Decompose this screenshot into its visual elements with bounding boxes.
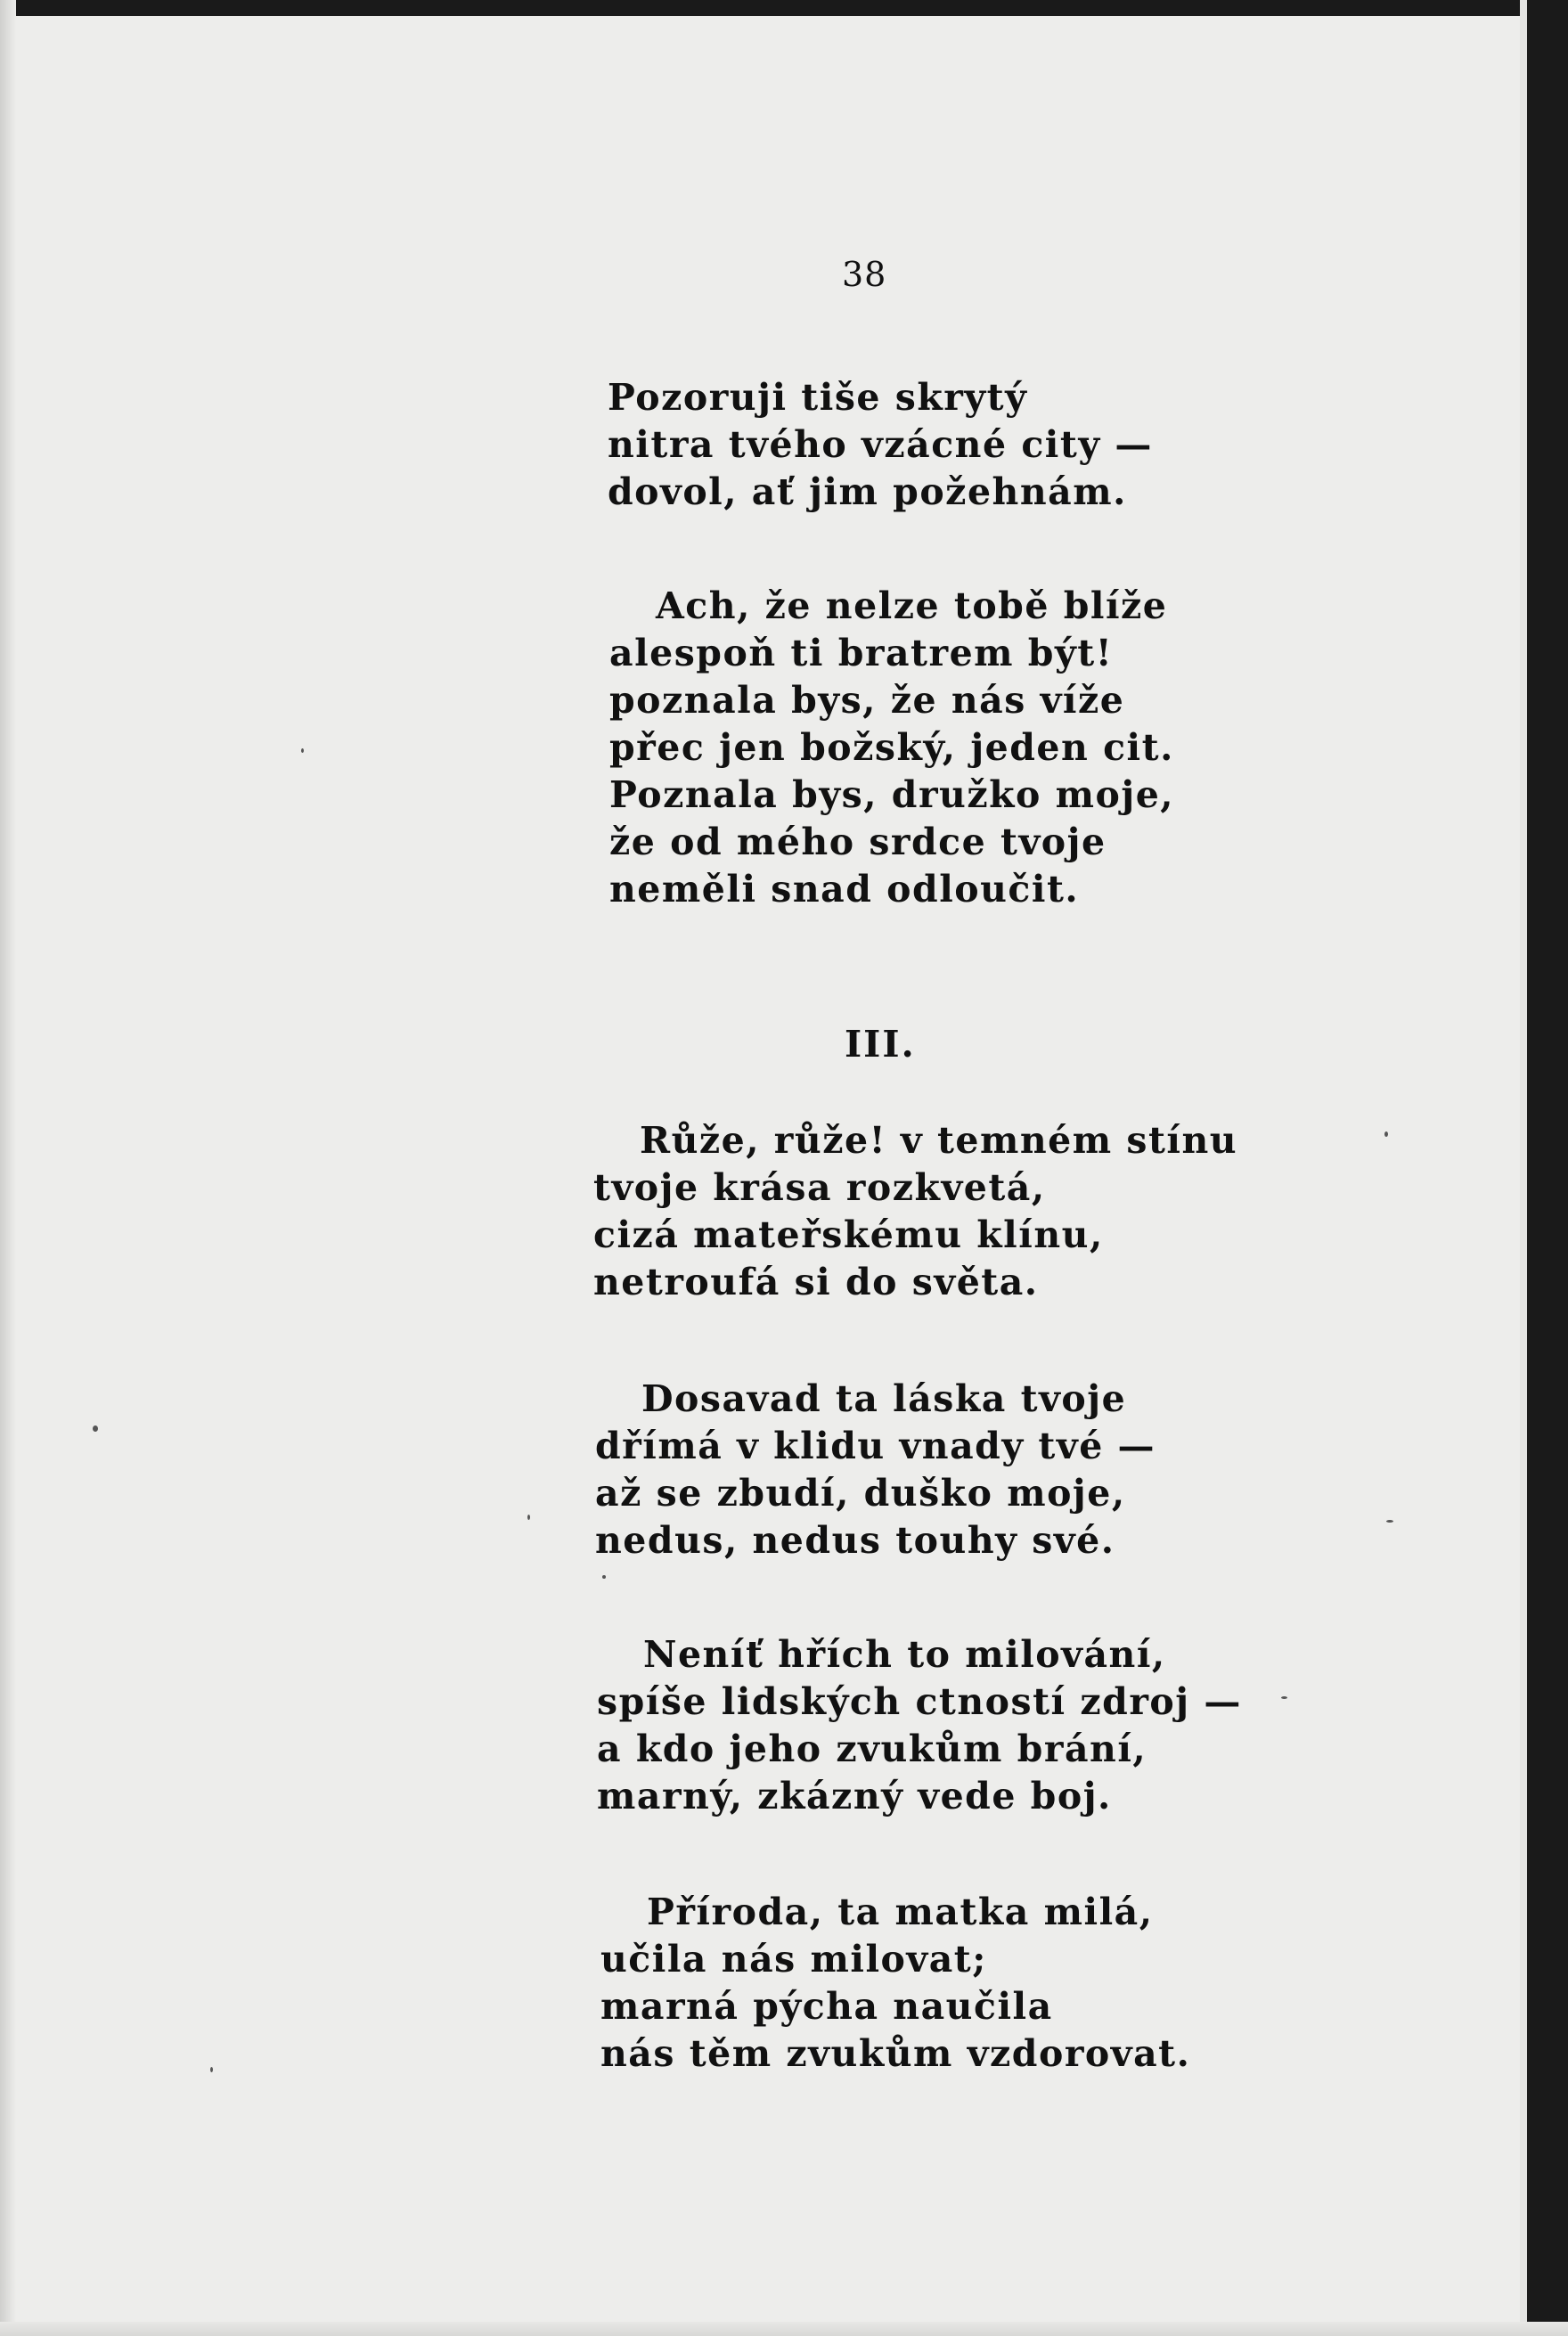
verse-line: Neníť hřích to milování, <box>643 1633 1166 1676</box>
verse-line: a kdo jeho zvukům brání, <box>597 1727 1147 1770</box>
stanza-2 <box>609 583 1174 913</box>
verse-line: Dosavad ta láska tvoje <box>641 1377 1127 1420</box>
verse-line: až se zbudí, duško moje, <box>595 1472 1126 1515</box>
scan-border-top <box>0 0 1568 16</box>
verse-line: spíše lidských ctností zdroj — <box>597 1680 1242 1723</box>
verse-line: poznala bys, že nás víže <box>609 679 1125 722</box>
stanza-5 <box>597 1631 1242 1820</box>
verse-line: tvoje krása rozkvetá, <box>593 1166 1046 1209</box>
paper-speck <box>210 2067 213 2072</box>
paper-speck <box>1384 1131 1388 1137</box>
verse-line: dovol, ať jim požehnám. <box>608 470 1127 513</box>
verse-line: Pozoruji tiše skrytý <box>608 376 1028 419</box>
scan-border-left <box>0 0 16 2336</box>
verse-line: marná pýcha naučila <box>600 1985 1053 2028</box>
verse-line: nedus, nedus touhy své. <box>595 1519 1115 1562</box>
paper-speck <box>93 1425 98 1432</box>
page-number: 38 <box>842 255 887 294</box>
verse-line: Růže, růže! v temném stínu <box>640 1119 1238 1162</box>
paper-speck <box>527 1515 530 1520</box>
scan-border-right <box>1527 0 1568 2336</box>
verse-line: cizá mateřskému klínu, <box>593 1213 1104 1256</box>
paper-speck <box>602 1575 606 1579</box>
paper-speck <box>1281 1696 1287 1699</box>
verse-line: netroufá si do světa. <box>593 1261 1039 1303</box>
stanza-1 <box>608 374 1153 516</box>
verse-line: přec jen božský, jeden cit. <box>609 726 1174 769</box>
stanza-6 <box>600 1889 1190 2078</box>
verse-line: Příroda, ta matka milá, <box>647 1891 1154 1933</box>
verse-line: dřímá v klidu vnady tvé — <box>595 1425 1156 1467</box>
verse-line: nitra tvého vzácné city — <box>608 423 1153 466</box>
verse-line: Ach, že nelze tobě blíže <box>656 584 1168 627</box>
paper-speck <box>1386 1520 1393 1523</box>
scan-page-edge <box>1520 0 1527 2336</box>
scan-border-bottom <box>0 2322 1568 2336</box>
verse-line: že od mého srdce tvoje <box>609 821 1107 863</box>
stanza-4 <box>595 1376 1156 1564</box>
verse-line: alespoň ti bratrem být! <box>609 632 1114 674</box>
stanza-3 <box>593 1117 1237 1306</box>
section-heading: III. <box>845 1023 916 1066</box>
verse-line: marný, zkázný vede boj. <box>597 1775 1112 1817</box>
verse-line: nás těm zvukům vzdorovat. <box>600 2032 1191 2075</box>
verse-line: učila nás milovat; <box>600 1938 987 1981</box>
paper-speck <box>301 748 304 753</box>
verse-line: neměli snad odloučit. <box>609 868 1080 911</box>
verse-line: Poznala bys, družko moje, <box>609 773 1175 816</box>
